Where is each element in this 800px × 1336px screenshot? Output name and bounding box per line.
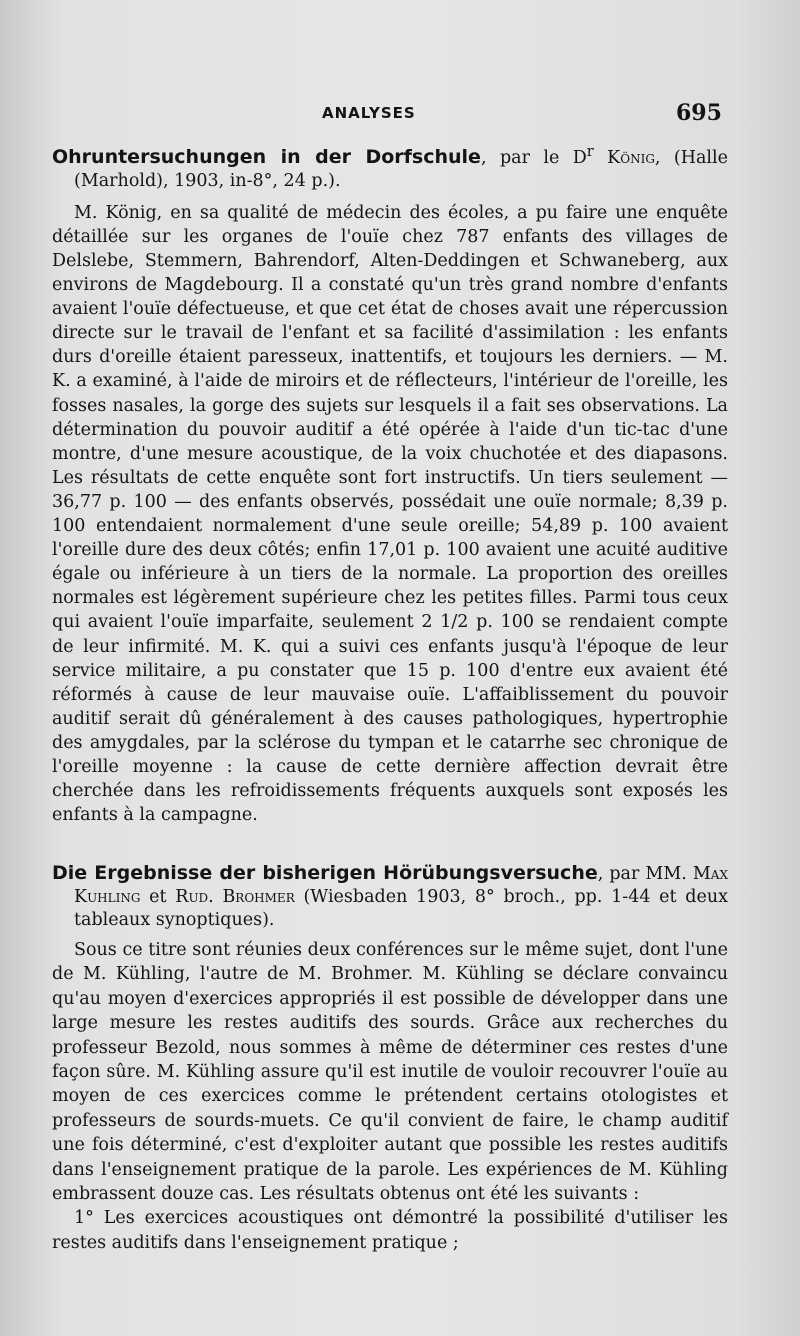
entry-1-details: , (Halle (Marhold), 1903, in-8°, 24 p.). <box>74 147 728 191</box>
entry-2-heading <box>52 862 728 932</box>
review-entry-1 <box>52 140 728 827</box>
entry-2-details: (Wiesbaden 1903, 8° broch., pp. 1-44 et deux tableaux synoptiques). <box>74 887 728 930</box>
entry-2-author-2: Rud. Brohmer <box>175 887 295 907</box>
entry-1-author: König <box>593 147 655 168</box>
entry-2-title: Die Ergebnisse der bisherigen Hörübungsversuche <box>52 862 598 884</box>
entry-1-heading <box>52 140 728 193</box>
entry-1-by: , par le D <box>480 147 587 168</box>
entry-2-body: Sous ce titre sont réunies deux conférences sur le même sujet, dont l'une de M. Kühling, l'autre de M. Brohmer. M. Kühling se déclare convaincu qu'au moyen d'exercices appropriés il est possible de développer dans une large mesure les restes auditifs des sourds. Grâce aux recherches du professeur Bezold, nous sommes à même de déterminer ces restes d'une façon sûre. M. Kühling assure qu'il est inutile de vouloir recouvrer l'ouïe au moyen de ces exercices comme le prétendent certains otologistes et professeurs de sourds-muets. Ce qu'il convient de faire, le champ auditif une fois déterminé, c'est d'exploiter autant que possible les restes auditifs dans l'enseignement pratique de la parole. Les expériences de M. Kühling embrassent douze cas. Les résultats obtenus ont été les suivants : <box>52 940 728 1205</box>
page-number: 695 <box>676 100 722 126</box>
entry-2-list-item-1: 1° Les exercices acoustiques ont démontré la possibilité d'utiliser les restes auditifs dans l'enseignement pratique ; <box>52 1208 728 1253</box>
running-title: ANALYSES <box>322 104 416 122</box>
entry-1-title: Ohruntersuchungen in der Dorfschule <box>52 145 481 168</box>
entry-1-body: M. König, en sa qualité de médecin des écoles, a pu faire une enquête détaillée sur les organes de l'ouïe chez 787 enfants des villages de Delslebe, Stemmern, Bahrendorf, Alten-Deddingen et Schwaneberg, aux environs de Magdebourg. Il a constaté qu'un très grand nombre d'enfants avaient l'ouïe défectueuse, et que cet état de choses avait une répercussion directe sur le travail de l'enfant et sa facilité d'assimilation : les enfants durs d'oreille étaient paresseux, inattentifs, et toujours les derniers. — M. K. a examiné, à l'aide de miroirs et de réflecteurs, l'intérieur de l'oreille, les fosses nasales, la gorge des sujets sur lesquels il a fait ses observations. La détermination du pouvoir auditif a été opérée à l'aide d'un tic-tac d'une montre, d'une mesure acoustique, de la voix chuchotée et des diapasons. Les résultats de cette enquête sont fort instructifs. Un tiers seulement — 36,77 p. 100 — des enfants observés, possédait une ouïe normale; 8,39 p. 100 entendaient normalement d'une seule oreille; 54,89 p. 100 avaient l'oreille dure des deux côtés; enfin 17,01 p. 100 avaient une acuité auditive égale ou inférieure à un tiers de la normale. La proportion des oreilles normales est légèrement supérieure chez les petites filles. Parmi tous ceux qui avaient l'ouïe imparfaite, seulement 2 1/2 p. 100 se rendaient compte de leur infirmité. M. K. qui a suivi ces enfants jusqu'à l'époque de leur service militaire, a pu constater que 15 p. 100 d'entre eux avaient été réformés à cause de leur mauvaise ouïe. L'affaiblissement du pouvoir auditif serait dû généralement à des causes pathologiques, hypertrophie des amygdales, par la sclérose du tympan et le catarrhe sec chronique de l'oreille moyenne : la cause de cette dernière affection devrait être cherchée dans les refroidissements fréquents auxquels sont exposés les enfants à la campagne. <box>52 202 728 826</box>
entry-2-by: , par MM. <box>597 864 693 884</box>
entry-2-and: et <box>140 887 176 907</box>
entry-2-author-1: Max Kuhling <box>74 864 729 907</box>
running-head <box>0 100 800 130</box>
entry-1-dr-sup: r <box>586 143 594 160</box>
review-entry-2 <box>52 862 728 1255</box>
